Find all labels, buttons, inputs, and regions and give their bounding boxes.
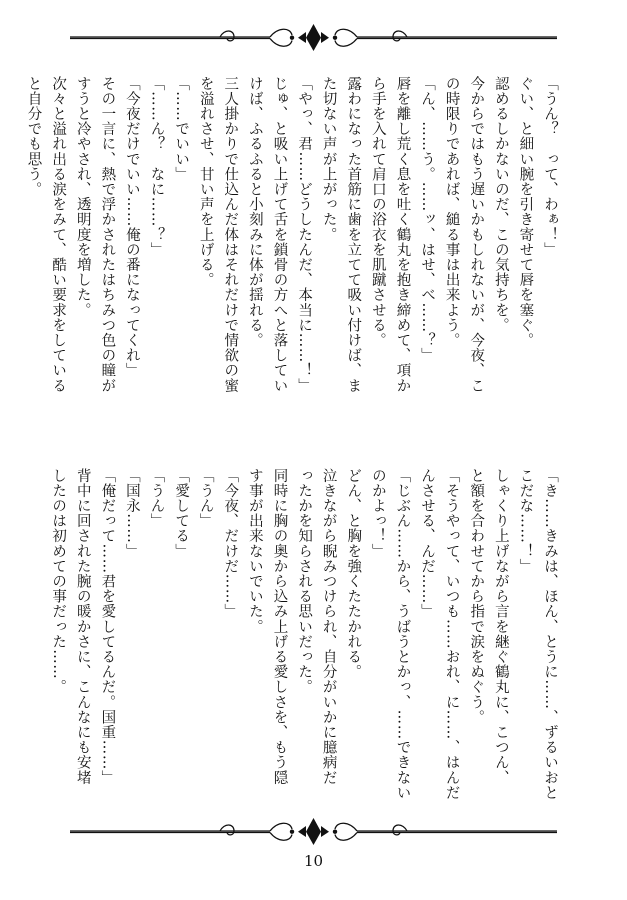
text-line: したのは初めての事だった……。 bbox=[50, 468, 67, 695]
text-line: んさせる、んだ……」 bbox=[419, 468, 436, 619]
lower-text-block bbox=[46, 468, 562, 818]
text-line: しゃくり上げながら言を継ぐ鶴丸に、こつん、 bbox=[492, 468, 509, 786]
upper-text-block bbox=[21, 76, 562, 426]
ornament-flourish-icon bbox=[70, 22, 557, 52]
text-line: 唇を離し荒く息を吐く鶴丸を抱き締めて、項か bbox=[394, 76, 411, 394]
text-line: その一言に、熱で浮かされたはちみつ色の瞳が bbox=[99, 76, 116, 394]
text-line: す事が出来ないでいた。 bbox=[246, 468, 263, 635]
text-line: 「ん、……う。……ッ、はせ、べ……？」 bbox=[419, 76, 436, 363]
text-line: を溢れさせ、甘い声を上げる。 bbox=[197, 76, 214, 288]
text-line: のかよっ！」 bbox=[369, 468, 386, 559]
text-line: どん、と胸を強くたたかれる。 bbox=[345, 468, 362, 680]
text-line: 今からではもう遅いかもしれないが、今夜、こ bbox=[468, 76, 485, 394]
text-line: 「じぶん……から、うばうとかっ、……できない bbox=[394, 468, 411, 801]
text-line: 「愛してる」 bbox=[173, 468, 190, 559]
text-line: こだな……！」 bbox=[517, 468, 534, 574]
text-line: じゅ、と吸い上げて舌を鎖骨の方へと落してい bbox=[271, 76, 288, 394]
text-line: 背中に回された腕の暖かさに、こんなにも安堵 bbox=[74, 468, 91, 786]
text-line: 泣きながら睨みつけられ、自分がいかに臆病だ bbox=[320, 468, 337, 786]
text-line: 「今夜だけでいい……俺の番になってくれ」 bbox=[123, 76, 140, 378]
text-line: 「うん」 bbox=[197, 468, 214, 529]
text-line: 露わになった首筋に歯を立てて吸い付けば、ま bbox=[345, 76, 362, 394]
bottom-ornament-divider bbox=[70, 816, 557, 846]
text-line: 次々と溢れ出る涙をみて、酷い要求をしている bbox=[50, 76, 67, 394]
text-line: 「今夜、だけだ……」 bbox=[222, 468, 239, 619]
text-line: 「俺だって……君を愛してるんだ。国重……」 bbox=[99, 468, 116, 786]
text-line: 「国永……」 bbox=[123, 468, 140, 559]
top-ornament-divider bbox=[70, 22, 557, 52]
text-line: た切ない声が上がった。 bbox=[320, 76, 337, 243]
text-line: と自分でも思う。 bbox=[25, 76, 42, 197]
text-line: 認めるしかないのだ、この気持ちを。 bbox=[492, 76, 509, 333]
text-line: ったかを知らされる思いだった。 bbox=[296, 468, 313, 695]
text-line: 「き……きみは、ほん、とうに……、ずるいおと bbox=[542, 468, 558, 801]
text-line: 「うん」 bbox=[148, 468, 165, 529]
text-line: 「うん？ って、わぁ！」 bbox=[542, 76, 558, 258]
text-line: 「……ん？ なに……？」 bbox=[148, 76, 165, 258]
text-line: ら手を入れて肩口の浴衣を肌蹴させる。 bbox=[369, 76, 386, 348]
text-line: と額を合わせてから指で涙をぬぐう。 bbox=[468, 468, 485, 725]
text-line: ぐい、と細い腕を引き寄せて唇を塞ぐ。 bbox=[517, 76, 534, 348]
text-line: 同時に胸の奥から込み上げる愛しさを、もう隠 bbox=[271, 468, 288, 786]
text-line: 「そうやって、いつも……おれ、に……、はんだ bbox=[443, 468, 460, 801]
text-line: すうと冷やされ、透明度を増した。 bbox=[74, 76, 91, 318]
text-line: けば、ふるふると小刻みに体が揺れる。 bbox=[246, 76, 263, 348]
text-line: 「……でいい」 bbox=[173, 76, 190, 182]
ornament-flourish-icon bbox=[70, 816, 557, 846]
page-number: 10 bbox=[303, 852, 324, 870]
text-line: 三人掛かりで仕込んだ体はそれだけで情欲の蜜 bbox=[222, 76, 239, 394]
text-line: 「やっ、君……どうしたんだ、本当に……！」 bbox=[296, 76, 313, 394]
text-line: の時限りであれば、縋る事は出来よう。 bbox=[443, 76, 460, 348]
